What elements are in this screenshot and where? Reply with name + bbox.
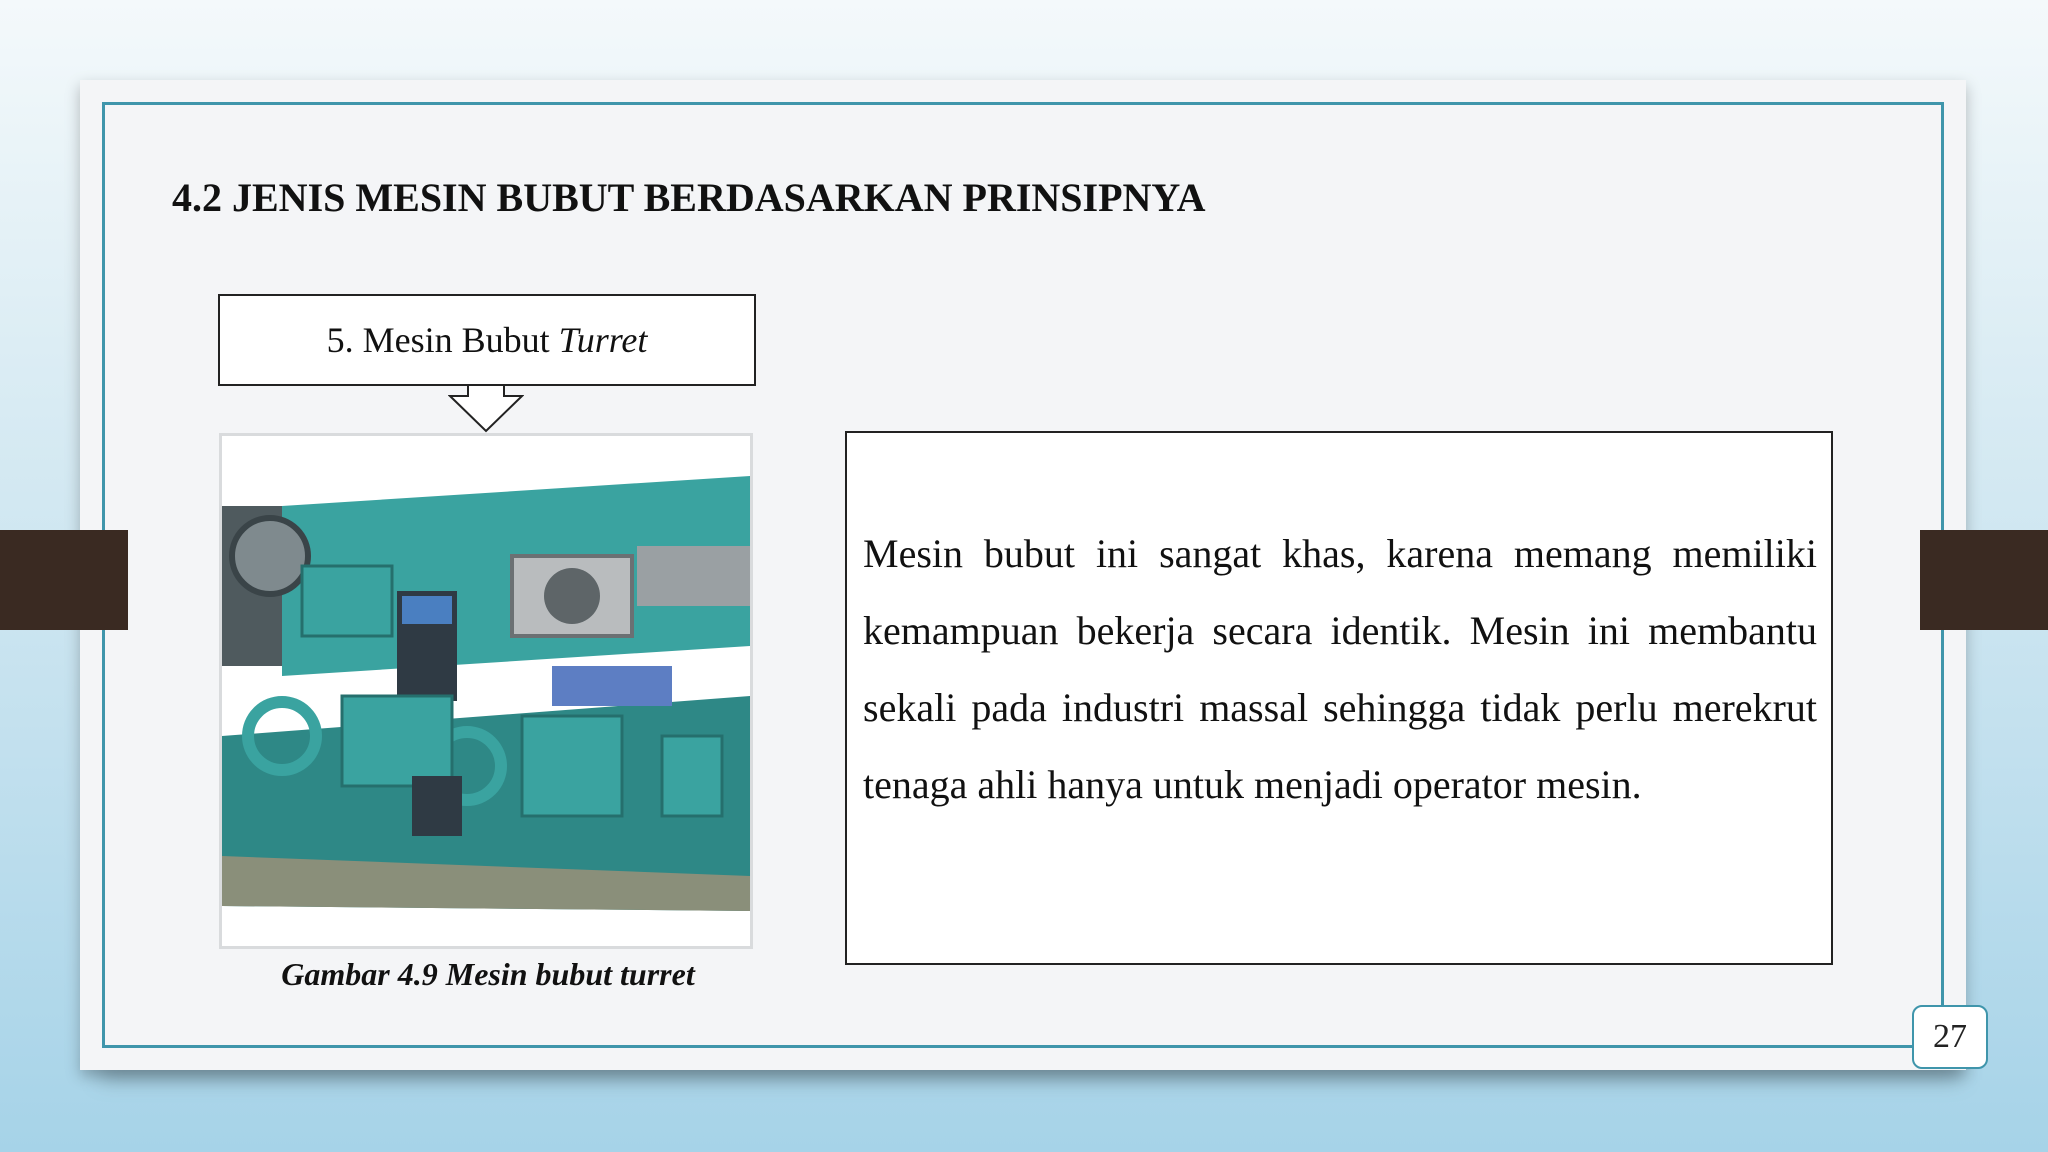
- description-box: [845, 431, 1833, 965]
- right-side-tab: [1920, 530, 2048, 630]
- machine-label-prefix: 5. Mesin Bubut: [326, 320, 559, 360]
- turret-lathe-photo: [219, 433, 753, 949]
- turret-lathe-machine-icon: [222, 436, 750, 946]
- machine-label-italic: Turret: [558, 320, 648, 360]
- figure-caption: Gambar 4.9 Mesin bubut turret: [281, 956, 695, 992]
- description-text: Mesin bubut ini sangat khas, karena memang memiliki kemampuan bekerja secara identik. Mesin ini membantu sekali pada industri massal sehingga tidak perlu merekrut tenaga ahli hanya untuk menjadi operator mesin.: [863, 531, 1817, 807]
- slide-title: 4.2 JENIS MESIN BUBUT BERDASARKAN PRINSIPNYA: [172, 175, 1206, 220]
- down-arrow-icon: [448, 384, 524, 434]
- page-number: 27: [1912, 1005, 1988, 1069]
- left-side-tab: [0, 530, 128, 630]
- machine-label-box: [218, 294, 756, 386]
